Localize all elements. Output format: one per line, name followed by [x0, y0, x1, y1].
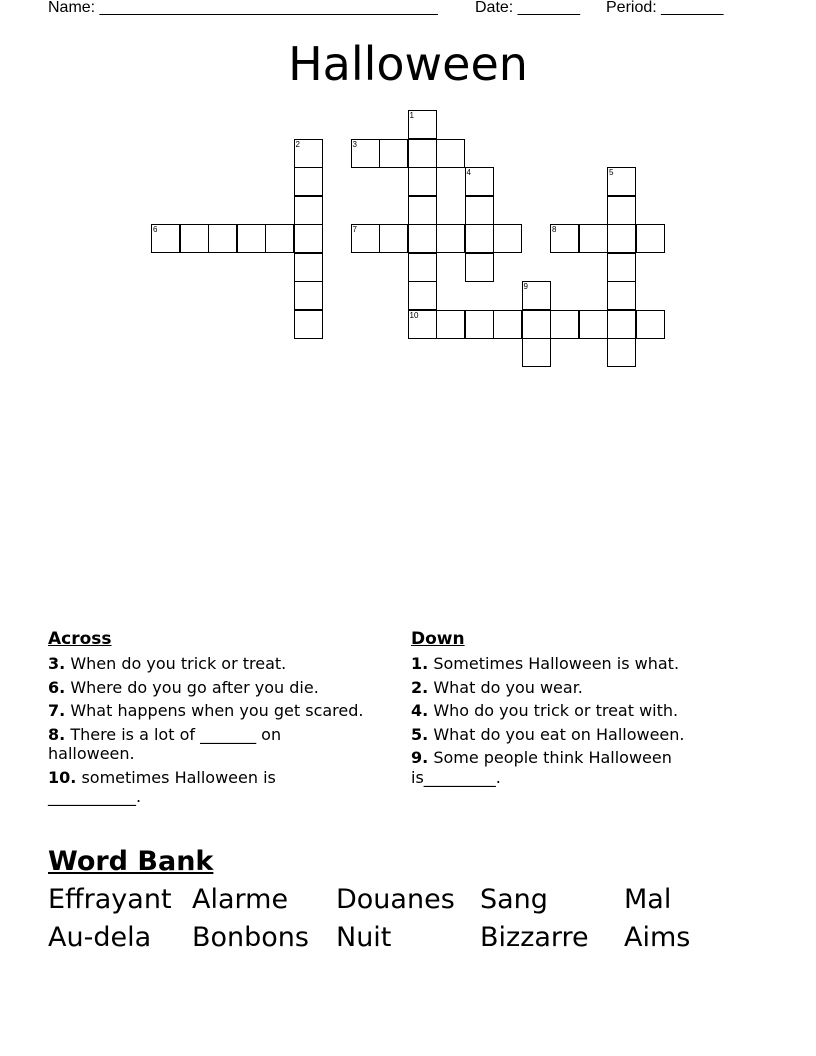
clue-across-6 [48, 678, 368, 698]
across-heading: Across [48, 629, 112, 649]
clue-number: 4. [411, 701, 429, 720]
crossword-cell[interactable] [436, 310, 465, 339]
crossword-cell[interactable] [607, 253, 636, 282]
crossword-cell[interactable] [351, 139, 380, 168]
clue-down-4 [411, 701, 741, 721]
across-clues [48, 628, 368, 811]
clue-number: 6. [48, 677, 66, 697]
clue-down-5 [411, 725, 741, 745]
clue-text: Who do you trick or treat with. [433, 701, 679, 720]
crossword-cell[interactable] [237, 224, 266, 253]
cell-number: 1 [409, 111, 414, 120]
cell-number: 9 [523, 282, 528, 291]
crossword-cell[interactable] [265, 224, 294, 253]
period-field-label: Period: _______ [606, 0, 724, 16]
crossword-cell[interactable] [351, 224, 380, 253]
crossword-cell[interactable] [607, 310, 636, 339]
crossword-cell[interactable] [522, 310, 551, 339]
crossword-cell[interactable] [465, 310, 494, 339]
crossword-cell[interactable] [636, 310, 665, 339]
crossword-cell[interactable] [294, 196, 323, 225]
crossword-cell[interactable] [379, 139, 408, 168]
date-field-label: Date: _______ [475, 0, 580, 16]
clue-text: sometimes Halloween is ___________. [48, 767, 276, 806]
crossword-cell[interactable] [493, 224, 522, 253]
clue-number: 1. [411, 654, 429, 673]
word-bank-word: Bizzarre [480, 922, 589, 953]
crossword-cell[interactable] [465, 167, 494, 196]
cell-number: 6 [153, 225, 158, 234]
word-bank-word: Aims [624, 922, 691, 953]
crossword-cell[interactable] [408, 224, 437, 253]
crossword-cell[interactable] [294, 167, 323, 196]
cell-number: 7 [352, 225, 357, 234]
crossword-cell[interactable] [408, 281, 437, 310]
crossword-cell[interactable] [607, 338, 636, 367]
crossword-cell[interactable] [436, 139, 465, 168]
clue-number: 7. [48, 701, 66, 720]
crossword-cell[interactable] [408, 253, 437, 282]
crossword-cell[interactable] [379, 224, 408, 253]
word-bank-word: Mal [624, 884, 672, 915]
clue-text: What do you wear. [433, 677, 583, 697]
clue-down-2 [411, 678, 741, 698]
clue-number: 10. [48, 767, 77, 787]
crossword-cell[interactable] [151, 224, 180, 253]
clue-text: Sometimes Halloween is what. [433, 654, 680, 673]
clue-text: There is a lot of _______ on halloween. [48, 724, 282, 763]
clue-number: 9. [411, 748, 429, 767]
crossword-cell[interactable] [208, 224, 237, 253]
crossword-cell[interactable] [408, 167, 437, 196]
clue-across-7 [48, 701, 368, 721]
crossword-cell[interactable] [294, 139, 323, 168]
crossword-cell[interactable] [607, 167, 636, 196]
crossword-cell[interactable] [294, 224, 323, 253]
clue-text: Some people think Halloween is_________. [411, 748, 672, 787]
clue-down-9 [411, 748, 741, 787]
crossword-cell[interactable] [493, 310, 522, 339]
cell-number: 5 [609, 168, 614, 177]
crossword-cell[interactable] [550, 310, 579, 339]
word-bank-word: Bonbons [192, 922, 309, 953]
clue-text: When do you trick or treat. [70, 654, 287, 673]
clue-across-10 [48, 768, 368, 807]
word-bank-word: Au-dela [48, 922, 152, 953]
down-clues [411, 628, 741, 791]
down-heading: Down [411, 629, 465, 649]
crossword-cell[interactable] [408, 139, 437, 168]
word-bank-word: Nuit [336, 922, 392, 953]
cell-number: 2 [295, 139, 300, 149]
word-bank-word: Effrayant [48, 884, 172, 915]
clue-text: Where do you go after you die. [70, 677, 319, 697]
crossword-cell[interactable] [607, 281, 636, 310]
cell-number: 3 [352, 139, 357, 149]
crossword-cell[interactable] [180, 224, 209, 253]
cell-number: 10 [409, 310, 419, 320]
crossword-cell[interactable] [607, 224, 636, 253]
clue-down-1 [411, 654, 741, 674]
crossword-cell[interactable] [636, 224, 665, 253]
cell-number: 8 [552, 225, 557, 234]
crossword-cell[interactable] [436, 224, 465, 253]
crossword-cell[interactable] [607, 196, 636, 225]
cell-number: 4 [466, 168, 471, 177]
clue-across-8 [48, 725, 368, 764]
crossword-cell[interactable] [294, 253, 323, 282]
clue-text: What happens when you get scared. [70, 701, 364, 720]
page-title: Halloween [288, 37, 528, 91]
crossword-cell[interactable] [465, 253, 494, 282]
crossword-cell[interactable] [294, 310, 323, 339]
clue-number: 8. [48, 724, 66, 744]
crossword-cell[interactable] [294, 281, 323, 310]
clue-number: 3. [48, 654, 66, 673]
crossword-cell[interactable] [579, 224, 608, 253]
crossword-cell[interactable] [550, 224, 579, 253]
crossword-cell[interactable] [408, 110, 437, 139]
word-bank-word: Sang [480, 884, 548, 915]
word-bank-title: Word Bank [48, 846, 214, 877]
name-field-label: Name: ______________________________________ [48, 0, 438, 16]
word-bank-word: Douanes [336, 884, 455, 915]
clue-across-3 [48, 654, 368, 674]
word-bank-word: Alarme [192, 884, 289, 915]
clue-number: 5. [411, 724, 429, 744]
crossword-grid [0, 0, 816, 400]
crossword-cell[interactable] [408, 310, 437, 339]
clue-number: 2. [411, 677, 429, 697]
crossword-cell[interactable] [408, 196, 437, 225]
crossword-cell[interactable] [522, 338, 551, 367]
crossword-cell[interactable] [465, 196, 494, 225]
crossword-cell[interactable] [522, 281, 551, 310]
clue-text: What do you eat on Halloween. [433, 724, 685, 744]
crossword-cell[interactable] [465, 224, 494, 253]
crossword-cell[interactable] [579, 310, 608, 339]
